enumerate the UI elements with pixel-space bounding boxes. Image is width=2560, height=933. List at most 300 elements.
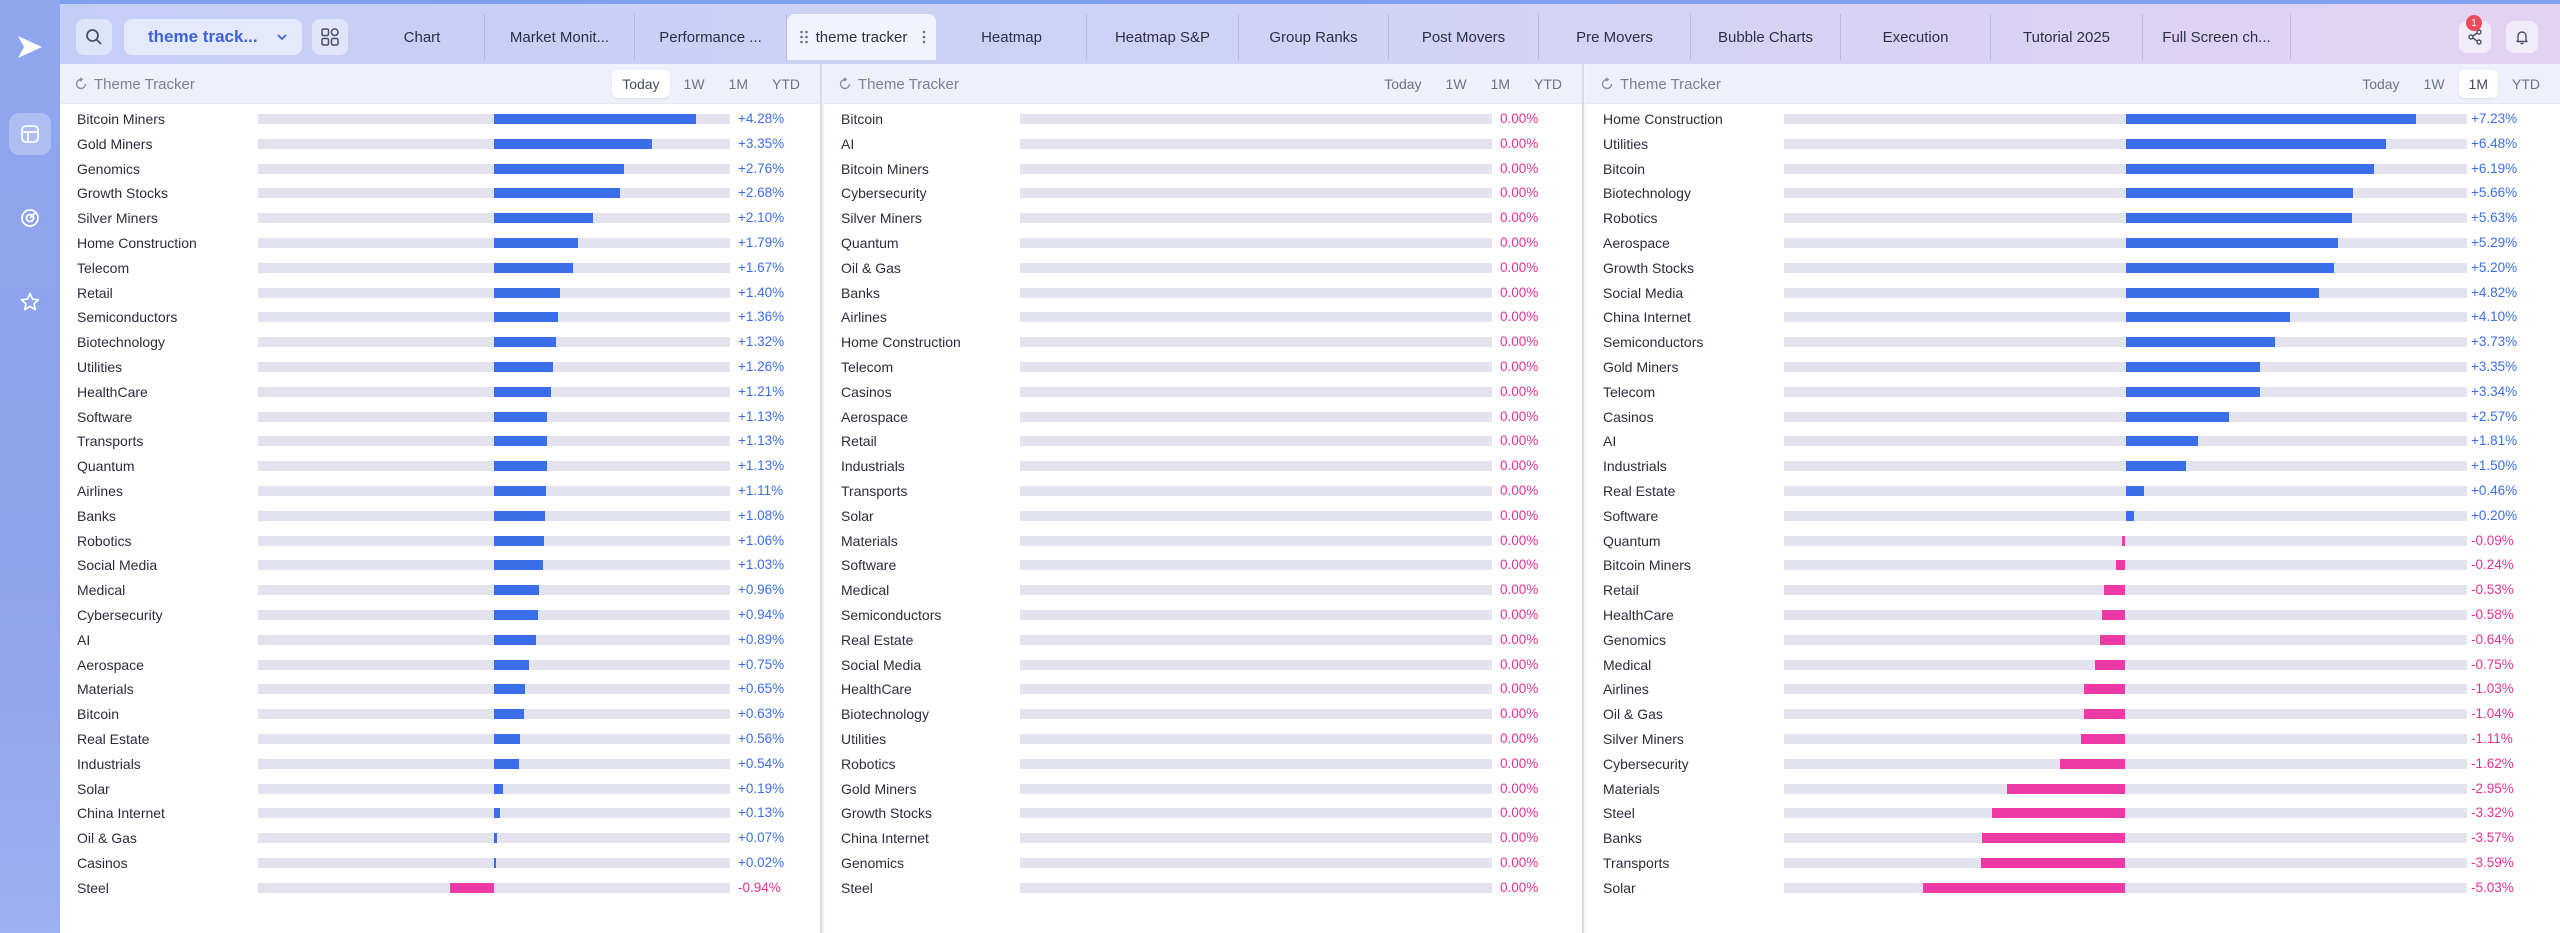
performance-bar — [494, 709, 524, 719]
tab-execution[interactable]: Execution — [1841, 14, 1991, 60]
theme-name: Robotics — [77, 532, 132, 549]
theme-row[interactable] — [824, 181, 1582, 206]
tab-heatmap[interactable]: Heatmap — [937, 14, 1087, 60]
performance-bar — [494, 288, 560, 298]
bar-track — [1020, 188, 1492, 198]
search-button[interactable] — [76, 19, 112, 55]
app-logo-icon[interactable] — [16, 34, 44, 60]
percent-change: 0.00% — [1500, 111, 1539, 126]
performance-bar — [494, 734, 520, 744]
theme-row[interactable] — [1586, 405, 2560, 430]
theme-name: Real Estate — [77, 731, 150, 747]
theme-row[interactable] — [60, 157, 820, 182]
tab-heatmap-sp[interactable]: Heatmap S&P — [1087, 14, 1239, 60]
theme-row[interactable] — [824, 206, 1582, 231]
bar-track — [258, 784, 730, 794]
performance-bar — [2126, 238, 2339, 248]
theme-row[interactable] — [824, 256, 1582, 281]
bar-track — [258, 684, 730, 694]
tab-chart[interactable]: Chart — [360, 14, 485, 60]
theme-name: Casinos — [841, 383, 892, 400]
theme-row[interactable] — [824, 479, 1582, 504]
theme-name: Biotechnology — [1603, 185, 1691, 202]
theme-name: Home Construction — [1603, 111, 1723, 127]
theme-row[interactable] — [824, 454, 1582, 479]
theme-row[interactable] — [1586, 206, 2560, 231]
theme-name: Quantum — [841, 235, 899, 251]
bar-track — [1020, 833, 1492, 843]
percent-change: -1.03% — [2471, 681, 2514, 697]
theme-name: Aerospace — [77, 656, 144, 673]
theme-row[interactable] — [60, 752, 820, 777]
theme-row[interactable] — [60, 876, 820, 901]
percent-change: +1.08% — [738, 507, 785, 523]
percent-change: +1.79% — [738, 235, 785, 250]
theme-row[interactable] — [824, 529, 1582, 554]
theme-name: Utilities — [77, 359, 123, 375]
theme-name: Transports — [1603, 855, 1670, 871]
theme-row[interactable] — [60, 231, 820, 256]
theme-row[interactable] — [60, 702, 820, 727]
refresh-icon[interactable] — [838, 77, 852, 91]
tab-pre-movers[interactable]: Pre Movers — [1539, 14, 1691, 60]
theme-name: Transports — [841, 483, 908, 499]
theme-row[interactable] — [824, 231, 1582, 256]
theme-row[interactable] — [1586, 479, 2560, 504]
performance-bar — [1982, 833, 2125, 843]
bar-track — [1784, 114, 2467, 124]
theme-row[interactable] — [824, 107, 1582, 132]
percent-change: +5.63% — [2471, 210, 2518, 226]
percent-change: +2.68% — [738, 185, 785, 201]
theme-row[interactable] — [824, 851, 1582, 876]
theme-row[interactable] — [60, 553, 820, 578]
percent-change: +3.73% — [2471, 334, 2518, 350]
tab-performance[interactable]: Performance ... — [635, 14, 787, 60]
range-ytd-button[interactable]: YTD — [772, 76, 800, 92]
theme-name: Social Media — [77, 557, 158, 574]
bar-track — [1020, 288, 1492, 298]
bar-track — [1784, 312, 2467, 322]
theme-row[interactable] — [824, 405, 1582, 430]
theme-name: Real Estate — [841, 631, 914, 648]
chevron-down-icon — [276, 31, 288, 43]
percent-change: 0.00% — [1500, 855, 1539, 870]
bar-track — [1784, 213, 2467, 223]
theme-row[interactable] — [1586, 330, 2560, 355]
range-ytd-button[interactable]: YTD — [2512, 76, 2540, 92]
bar-track — [1020, 263, 1492, 273]
theme-row[interactable] — [824, 305, 1582, 330]
performance-bar — [494, 486, 546, 496]
bar-track — [1020, 585, 1492, 595]
theme-row[interactable] — [1586, 107, 2560, 132]
percent-change: +0.63% — [738, 706, 785, 722]
performance-bar — [2126, 114, 2416, 124]
performance-bar — [2122, 536, 2126, 546]
theme-row[interactable] — [1586, 355, 2560, 380]
range-1m-button[interactable]: 1M — [2459, 70, 2498, 98]
bar-track — [258, 362, 730, 372]
theme-row[interactable] — [60, 653, 820, 678]
bar-track — [1020, 139, 1492, 149]
theme-row[interactable] — [60, 504, 820, 529]
theme-name: Bitcoin — [1603, 160, 1646, 177]
theme-name: Steel — [841, 879, 873, 896]
share-icon — [2467, 29, 2483, 45]
percent-change: -0.94% — [738, 879, 781, 895]
theme-name: Banks — [1603, 830, 1642, 847]
theme-name: Utilities — [841, 731, 887, 747]
nav-favorites-button[interactable] — [9, 281, 51, 323]
percent-change: +0.46% — [2471, 483, 2518, 498]
theme-name: HealthCare — [77, 383, 148, 400]
bar-track — [1020, 734, 1492, 744]
theme-row[interactable] — [60, 727, 820, 752]
bar-track — [1784, 808, 2467, 818]
theme-row[interactable] — [60, 330, 820, 355]
percent-change: 0.00% — [1500, 408, 1539, 424]
theme-row[interactable] — [1586, 181, 2560, 206]
bar-track — [258, 337, 730, 347]
percent-change: -1.04% — [2471, 706, 2514, 722]
percent-change: -0.53% — [2471, 582, 2514, 598]
tab-menu-icon[interactable] — [922, 30, 926, 44]
theme-row[interactable] — [824, 876, 1582, 901]
percent-change: 0.00% — [1500, 334, 1539, 350]
bar-track — [1020, 635, 1492, 645]
percent-change: 0.00% — [1500, 706, 1539, 722]
performance-bar — [2126, 511, 2134, 521]
theme-tracker-panel-second — [824, 64, 1584, 933]
tab-full-screen-chart[interactable]: Full Screen ch... — [2143, 14, 2291, 60]
workspace-select-value: theme track... — [148, 27, 258, 46]
add-widget-button[interactable] — [312, 19, 348, 55]
drag-handle-icon[interactable] — [799, 30, 809, 44]
percent-change: 0.00% — [1500, 359, 1539, 374]
layout-icon — [20, 124, 40, 144]
theme-row[interactable] — [60, 801, 820, 826]
bar-track — [1784, 362, 2467, 372]
theme-row[interactable] — [824, 653, 1582, 678]
percent-change: +4.82% — [2471, 284, 2518, 300]
workspace-select[interactable] — [124, 19, 302, 55]
theme-row[interactable] — [60, 578, 820, 603]
refresh-icon[interactable] — [74, 77, 88, 91]
theme-name: HealthCare — [1603, 607, 1674, 623]
theme-row[interactable] — [60, 380, 820, 405]
theme-name: Utilities — [1603, 135, 1649, 152]
bar-track — [258, 436, 730, 446]
percent-change: +3.34% — [2471, 383, 2518, 399]
panel-title: Theme Tracker — [94, 76, 195, 93]
theme-name: Aerospace — [841, 408, 908, 425]
percent-change: +1.67% — [738, 259, 785, 275]
percent-change: 0.00% — [1500, 284, 1539, 300]
theme-row[interactable] — [60, 305, 820, 330]
performance-bar — [494, 833, 497, 843]
theme-row[interactable] — [60, 628, 820, 653]
bar-track — [258, 412, 730, 422]
theme-row[interactable] — [60, 405, 820, 430]
theme-row[interactable] — [1586, 801, 2560, 826]
theme-row[interactable] — [1586, 553, 2560, 578]
range-today-button[interactable]: Today — [1384, 76, 1422, 92]
theme-row[interactable] — [824, 157, 1582, 182]
theme-row[interactable] — [824, 628, 1582, 653]
bar-track — [258, 585, 730, 595]
tab-market-monitor[interactable]: Market Monit... — [485, 14, 635, 60]
theme-name: Genomics — [77, 160, 141, 177]
theme-name: Industrials — [77, 755, 141, 772]
bar-track — [258, 139, 730, 149]
theme-row[interactable] — [60, 107, 820, 132]
theme-row[interactable] — [1586, 429, 2560, 454]
refresh-icon[interactable] — [1600, 77, 1614, 91]
theme-name: Telecom — [1603, 383, 1656, 400]
percent-change: 0.00% — [1500, 656, 1539, 672]
percent-change: +0.02% — [738, 855, 785, 870]
percent-change: 0.00% — [1500, 259, 1539, 275]
theme-name: Transports — [77, 433, 144, 450]
theme-name: AI — [1603, 433, 1617, 450]
theme-row[interactable] — [1586, 851, 2560, 876]
theme-row[interactable] — [60, 677, 820, 702]
theme-row[interactable] — [60, 206, 820, 231]
theme-row[interactable] — [60, 181, 820, 206]
bar-track — [1020, 536, 1492, 546]
percent-change: -0.64% — [2471, 631, 2514, 647]
performance-bar — [2007, 784, 2126, 794]
theme-name: Growth Stocks — [841, 805, 933, 822]
bar-track — [258, 188, 730, 198]
percent-change: +1.50% — [2471, 458, 2518, 474]
tab-theme-tracker[interactable]: theme tracker — [787, 14, 937, 60]
percent-change: +6.48% — [2471, 135, 2518, 151]
percent-change: +7.23% — [2471, 111, 2518, 126]
nav-radar-button[interactable] — [9, 197, 51, 239]
performance-bar — [2126, 188, 2353, 198]
theme-row[interactable] — [60, 256, 820, 281]
percent-change: +1.26% — [738, 359, 785, 374]
theme-row[interactable] — [60, 132, 820, 157]
theme-name: Bitcoin Miners — [77, 111, 165, 127]
bar-track — [258, 709, 730, 719]
tab-tutorial-2025[interactable]: Tutorial 2025 — [1991, 14, 2143, 60]
bar-track — [1784, 412, 2467, 422]
percent-change: 0.00% — [1500, 135, 1539, 151]
theme-row[interactable] — [824, 752, 1582, 777]
theme-row[interactable] — [1586, 653, 2560, 678]
theme-row[interactable] — [824, 603, 1582, 628]
percent-change: 0.00% — [1500, 805, 1539, 821]
percent-change: +2.57% — [2471, 408, 2518, 424]
bar-track — [1784, 288, 2467, 298]
tab-bubble-charts[interactable]: Bubble Charts — [1691, 14, 1841, 60]
theme-row[interactable] — [1586, 578, 2560, 603]
theme-name: Bitcoin Miners — [1603, 557, 1691, 574]
theme-name: Telecom — [77, 259, 130, 276]
theme-name: China Internet — [1603, 309, 1691, 326]
theme-row[interactable] — [1586, 677, 2560, 702]
theme-name: Silver Miners — [1603, 731, 1684, 747]
percent-change: -3.32% — [2471, 805, 2514, 821]
performance-bar — [2126, 486, 2144, 496]
percent-change: +0.75% — [738, 656, 785, 672]
theme-row[interactable] — [824, 281, 1582, 306]
bar-track — [258, 213, 730, 223]
theme-row[interactable] — [1586, 529, 2560, 554]
theme-name: China Internet — [77, 805, 165, 822]
theme-row[interactable] — [1586, 281, 2560, 306]
theme-row[interactable] — [60, 454, 820, 479]
theme-row[interactable] — [1586, 504, 2560, 529]
theme-name: Gold Miners — [77, 135, 153, 152]
theme-row[interactable] — [1586, 777, 2560, 802]
theme-row[interactable] — [1586, 752, 2560, 777]
theme-row[interactable] — [60, 529, 820, 554]
theme-row[interactable] — [60, 355, 820, 380]
theme-row[interactable] — [1586, 380, 2560, 405]
theme-row[interactable] — [60, 826, 820, 851]
percent-change: +0.94% — [738, 607, 785, 622]
theme-name: Biotechnology — [77, 334, 165, 351]
theme-row[interactable] — [1586, 256, 2560, 281]
bar-track — [1020, 560, 1492, 570]
left-rail — [0, 0, 60, 933]
percent-change: 0.00% — [1500, 879, 1539, 895]
theme-row[interactable] — [60, 429, 820, 454]
theme-row[interactable] — [824, 553, 1582, 578]
range-ytd-button[interactable]: YTD — [1534, 76, 1562, 92]
theme-row[interactable] — [824, 702, 1582, 727]
theme-row[interactable] — [824, 330, 1582, 355]
performance-bar — [494, 188, 620, 198]
percent-change: +0.07% — [738, 830, 785, 846]
theme-row[interactable] — [60, 281, 820, 306]
theme-row[interactable] — [60, 851, 820, 876]
tab-post-movers[interactable]: Post Movers — [1389, 14, 1539, 60]
percent-change: +0.65% — [738, 681, 785, 697]
percent-change: +0.20% — [2471, 507, 2518, 523]
theme-row[interactable] — [1586, 628, 2560, 653]
theme-row[interactable] — [824, 801, 1582, 826]
theme-name: AI — [77, 631, 91, 648]
theme-row[interactable] — [60, 777, 820, 802]
percent-change: 0.00% — [1500, 160, 1539, 176]
range-today-button[interactable]: Today — [612, 70, 669, 98]
bar-track — [1020, 337, 1492, 347]
theme-row[interactable] — [1586, 454, 2560, 479]
theme-row[interactable] — [1586, 876, 2560, 901]
range-selector — [612, 70, 810, 98]
theme-row[interactable] — [60, 603, 820, 628]
bar-track — [1020, 114, 1492, 124]
theme-row[interactable] — [1586, 826, 2560, 851]
range-1w-button[interactable]: 1W — [683, 76, 705, 92]
performance-bar — [1992, 808, 2125, 818]
theme-row[interactable] — [60, 479, 820, 504]
theme-row[interactable] — [1586, 157, 2560, 182]
bar-track — [1020, 610, 1492, 620]
notifications-button[interactable] — [2506, 21, 2538, 53]
theme-row[interactable] — [1586, 603, 2560, 628]
performance-bar — [2060, 759, 2125, 769]
theme-row[interactable] — [824, 777, 1582, 802]
search-icon — [85, 28, 103, 46]
percent-change: 0.00% — [1500, 532, 1539, 548]
range-today-button[interactable]: Today — [2362, 76, 2400, 92]
percent-change: 0.00% — [1500, 185, 1539, 201]
theme-name: Telecom — [841, 359, 894, 375]
theme-row[interactable] — [824, 132, 1582, 157]
theme-name: Growth Stocks — [77, 185, 169, 202]
bar-track — [1784, 238, 2467, 248]
bar-track — [1784, 536, 2467, 546]
range-1w-button[interactable]: 1W — [1445, 76, 1467, 92]
theme-name: Cybersecurity — [841, 185, 927, 202]
percent-change: -0.09% — [2471, 532, 2514, 548]
range-1m-button[interactable]: 1M — [728, 76, 748, 92]
theme-name: Banks — [841, 284, 880, 301]
bar-track — [1020, 362, 1492, 372]
theme-name: Semiconductors — [841, 607, 942, 623]
percent-change: 0.00% — [1500, 557, 1539, 573]
theme-row[interactable] — [824, 677, 1582, 702]
panel-header — [1586, 64, 2560, 104]
performance-bar — [494, 784, 503, 794]
theme-row[interactable] — [824, 504, 1582, 529]
bar-track — [258, 660, 730, 670]
bar-track — [1784, 684, 2467, 694]
performance-bar — [494, 387, 551, 397]
theme-row[interactable] — [824, 826, 1582, 851]
theme-name: Aerospace — [1603, 235, 1670, 251]
bar-track — [1784, 387, 2467, 397]
percent-change: +3.35% — [2471, 359, 2518, 374]
theme-row[interactable] — [824, 355, 1582, 380]
nav-workspaces-button[interactable] — [9, 113, 51, 155]
theme-row[interactable] — [1586, 702, 2560, 727]
theme-row[interactable] — [824, 578, 1582, 603]
theme-row[interactable] — [824, 429, 1582, 454]
theme-row[interactable] — [824, 380, 1582, 405]
percent-change: +1.36% — [738, 309, 785, 325]
theme-row[interactable] — [1586, 305, 2560, 330]
theme-row[interactable] — [824, 727, 1582, 752]
percent-change: +3.35% — [738, 135, 785, 151]
range-selector — [2352, 70, 2550, 98]
percent-change: +4.10% — [2471, 309, 2518, 325]
bar-track — [258, 486, 730, 496]
tab-group-ranks[interactable]: Group Ranks — [1239, 14, 1389, 60]
performance-bar — [494, 238, 578, 248]
theme-name: Casinos — [77, 855, 128, 871]
theme-row[interactable] — [1586, 727, 2560, 752]
percent-change: +6.19% — [2471, 160, 2518, 176]
percent-change: +0.96% — [738, 582, 785, 598]
theme-row[interactable] — [1586, 231, 2560, 256]
performance-bar — [2126, 213, 2352, 223]
panel-header — [60, 64, 820, 104]
range-1w-button[interactable]: 1W — [2423, 76, 2445, 92]
performance-bar — [2126, 412, 2229, 422]
bar-track — [1784, 833, 2467, 843]
theme-name: Bitcoin — [841, 111, 884, 127]
performance-bar — [450, 883, 494, 893]
theme-row[interactable] — [1586, 132, 2560, 157]
range-1m-button[interactable]: 1M — [1490, 76, 1510, 92]
